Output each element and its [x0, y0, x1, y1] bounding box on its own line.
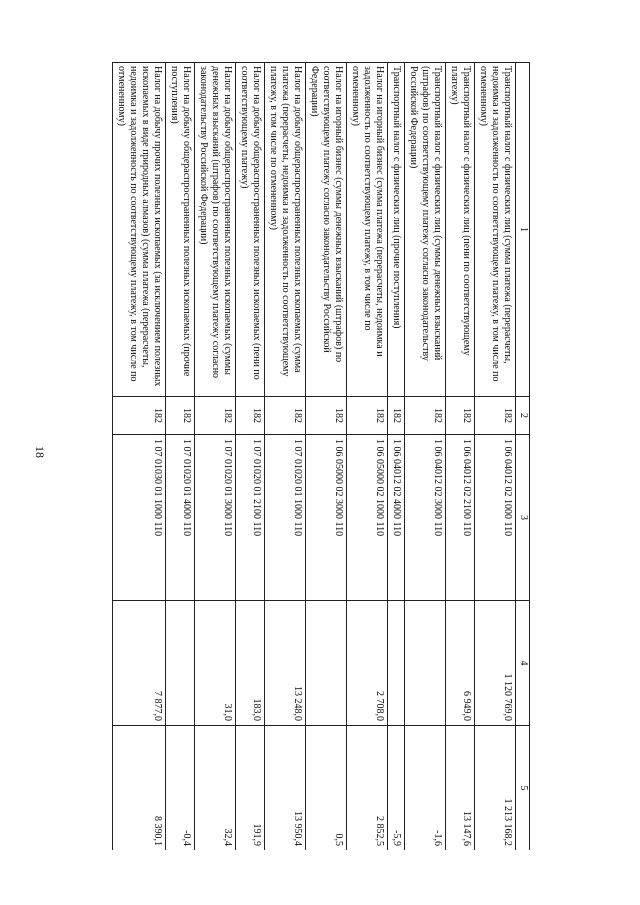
admin-code-cell: 182	[236, 397, 265, 435]
amount-col4-cell: 13 248,0	[265, 601, 306, 726]
table-row	[475, 63, 516, 851]
amount-col4-cell: 31,0	[195, 601, 236, 726]
amount-col4-cell: 183,0	[236, 601, 265, 726]
tax-name-cell: Налог на игорный бизнес (сумма платежа (перерасчеты, недоимка и задолженность по соответствующему платежу, в том числе по отмененному)	[347, 63, 388, 397]
table-row	[306, 63, 347, 851]
tax-name-cell: Транспортный налог с физических лиц (пени по соответствующему платежу)	[446, 63, 475, 397]
table-row	[166, 63, 195, 851]
tax-name-cell: Налог на добычу прочих полезных ископаемых (за исключением полезных ископаемых в виде природных алмазов) (сумма платежа (перерасчеты, недоимка и задолженность по соответствующему платежу, в том числе по отмененному)	[113, 63, 166, 397]
header-row	[516, 63, 530, 851]
admin-code-cell: 182	[265, 397, 306, 435]
header-cell-5: 5	[516, 726, 530, 851]
budget-code-cell: 1 07 01030 01 1000 110	[113, 435, 166, 601]
table-body	[113, 63, 516, 851]
amount-col5-cell: 8 390,1	[113, 726, 166, 851]
tax-name-cell: Налог на игорный бизнес (суммы денежных взысканий (штрафов) по соответствующему платежу согласно законодательству Российской Федерации)	[306, 63, 347, 397]
amount-col5-cell: 191,9	[236, 726, 265, 851]
amount-col4-cell	[405, 601, 446, 726]
table-row	[347, 63, 388, 851]
tax-name-cell: Транспортный налог с физических лиц (сумма платежа (перерасчеты, недоимка и задолженность по соответствующему платежу, в том числе по отмененному)	[475, 63, 516, 397]
tax-name-cell: Налог на добычу общераспространенных полезных ископаемых (пени по соответствующему платежу)	[236, 63, 265, 397]
table-row	[113, 63, 166, 851]
budget-code-cell: 1 06 05000 02 1000 110	[347, 435, 388, 601]
admin-code-cell: 182	[475, 397, 516, 435]
amount-col5-cell: 0,5	[306, 726, 347, 851]
tax-name-cell: Транспортный налог с физических лиц (прочие поступления)	[388, 63, 405, 397]
amount-col4-cell: 6 949,0	[446, 601, 475, 726]
admin-code-cell: 182	[388, 397, 405, 435]
amount-col5-cell: 32,4	[195, 726, 236, 851]
header-cell-4: 4	[516, 601, 530, 726]
budget-code-cell: 1 07 01020 01 2100 110	[236, 435, 265, 601]
amount-col4-cell	[388, 601, 405, 726]
budget-code-cell: 1 07 01020 01 4000 110	[166, 435, 195, 601]
table-row	[265, 63, 306, 851]
amount-col4-cell: 1 120 769,0	[475, 601, 516, 726]
admin-code-cell: 182	[446, 397, 475, 435]
budget-code-cell: 1 07 01020 01 1000 110	[265, 435, 306, 601]
amount-col5-cell: 2 852,5	[347, 726, 388, 851]
table-row	[446, 63, 475, 851]
header-cell-3: 3	[516, 435, 530, 601]
amount-col4-cell	[306, 601, 347, 726]
amount-col5-cell: 13 147,6	[446, 726, 475, 851]
page-number: 18	[33, 446, 47, 458]
table-row	[388, 63, 405, 851]
admin-code-cell: 182	[113, 397, 166, 435]
budget-code-cell: 1 06 04012 02 4000 110	[388, 435, 405, 601]
header-cell-1: 1	[516, 63, 530, 397]
budget-code-cell: 1 06 04012 02 2100 110	[446, 435, 475, 601]
amount-col5-cell: 1 213 168,2	[475, 726, 516, 851]
amount-col5-cell: -1,6	[405, 726, 446, 851]
tax-name-cell: Транспортный налог с физических лиц (суммы денежных взысканий (штрафов) по соответствующему платежу согласно законодательству Российской Федерации)	[405, 63, 446, 397]
budget-code-cell: 1 06 05000 02 3000 110	[306, 435, 347, 601]
revenue-table-container	[82, 62, 530, 850]
admin-code-cell: 182	[347, 397, 388, 435]
table-row	[236, 63, 265, 851]
amount-col5-cell: -5,9	[388, 726, 405, 851]
admin-code-cell: 182	[405, 397, 446, 435]
table-row	[195, 63, 236, 851]
amount-col4-cell: 7 877,0	[113, 601, 166, 726]
amount-col5-cell: -0,4	[166, 726, 195, 851]
amount-col4-cell	[166, 601, 195, 726]
revenue-table	[112, 62, 530, 850]
admin-code-cell: 182	[306, 397, 347, 435]
tax-name-cell: Налог на добычу общераспространенных полезных ископаемых (суммы денежных взысканий (штрафов) по соответствующему платежу согласно законодательству Российской Федерации)	[195, 63, 236, 397]
tax-name-cell: Налог на добычу общераспространенных полезных ископаемых (сумма платежа (перерасчеты, недоимка и задолженность по соответствующему платежу, в том числе по отмененному)	[265, 63, 306, 397]
admin-code-cell: 182	[166, 397, 195, 435]
table-row	[405, 63, 446, 851]
budget-code-cell: 1 07 01020 01 3000 110	[195, 435, 236, 601]
budget-code-cell: 1 06 04012 02 3000 110	[405, 435, 446, 601]
amount-col5-cell: 13 950,4	[265, 726, 306, 851]
tax-name-cell: Налог на добычу общераспространенных полезных ископаемых (прочие поступления)	[166, 63, 195, 397]
amount-col4-cell: 2 708,0	[347, 601, 388, 726]
header-cell-2: 2	[516, 397, 530, 435]
admin-code-cell: 182	[195, 397, 236, 435]
budget-code-cell: 1 06 04012 02 1000 110	[475, 435, 516, 601]
